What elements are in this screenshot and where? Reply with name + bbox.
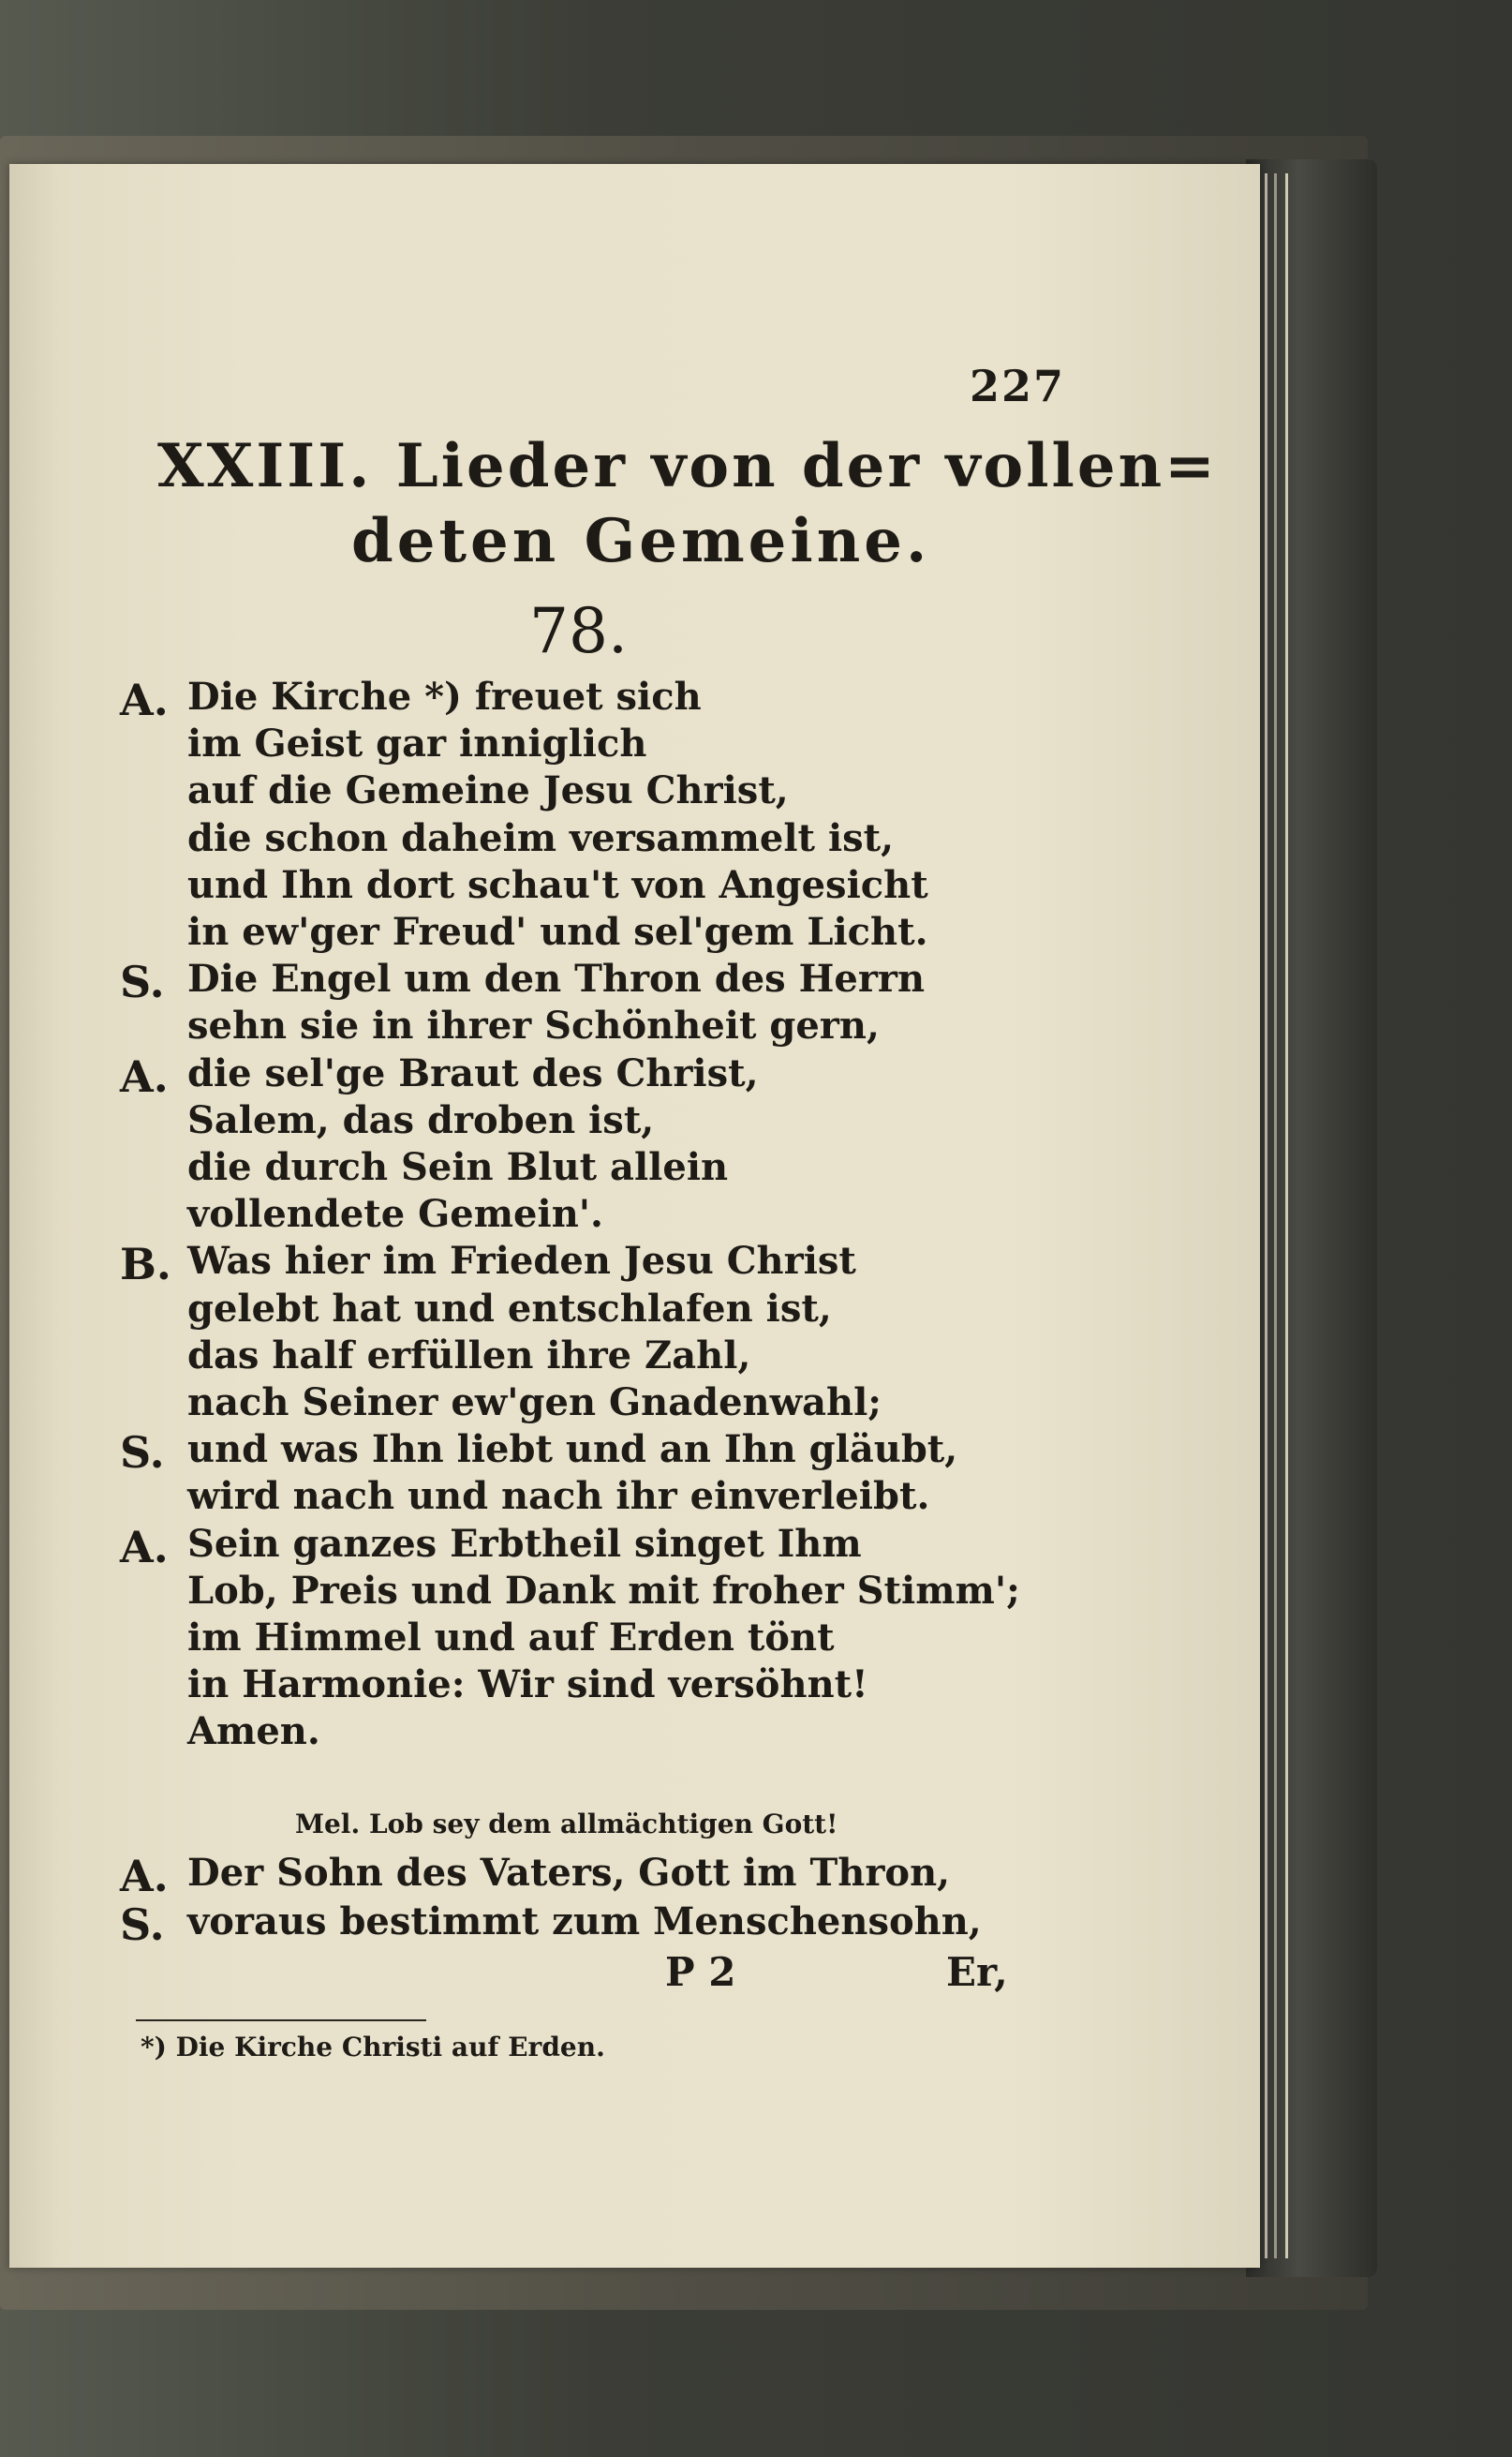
verse-line: gelebt hat und entschlafen ist,	[187, 1287, 832, 1331]
speaker-mark: S.	[120, 1427, 165, 1478]
verse-line: und was Ihn liebt und an Ihn gläubt,	[187, 1427, 958, 1471]
verse-line: Der Sohn des Vaters, Gott im Thron,	[187, 1851, 951, 1895]
melody-line: Mel. Lob sey dem allmächtigen Gott!	[295, 1809, 838, 1839]
verse-line: Was hier im Frieden Jesu Christ	[187, 1239, 856, 1283]
verse-line: Amen.	[187, 1709, 320, 1753]
verse-line: Die Kirche *) freuet sich	[187, 675, 702, 719]
page-number: 227	[970, 361, 1066, 411]
page-edge-2	[1265, 173, 1267, 2258]
verse-line: Sein ganzes Erbtheil singet Ihm	[187, 1522, 862, 1566]
speaker-mark: A.	[120, 1051, 169, 1102]
verse-line: Salem, das droben ist,	[187, 1098, 655, 1142]
verse-line: Die Engel um den Thron des Herrn	[187, 957, 926, 1001]
speaker-mark: B.	[120, 1239, 171, 1289]
verse-line: auf die Gemeine Jesu Christ,	[187, 768, 789, 812]
verse-line: die schon daheim versammelt ist,	[187, 816, 895, 860]
speaker-mark: A.	[120, 675, 169, 725]
verse-line: Lob, Preis und Dank mit froher Stimm';	[187, 1569, 1020, 1613]
catchword: Er,	[946, 1949, 1008, 1995]
chapter-title-line1: XXIII. Lieder von der vollen=	[157, 431, 1218, 501]
footnote: *) Die Kirche Christi auf Erden.	[141, 2032, 605, 2062]
verse-line: im Geist gar inniglich	[187, 722, 647, 766]
speaker-mark: S.	[120, 1899, 165, 1950]
page-edge-3	[1274, 173, 1277, 2258]
verse-line: wird nach und nach ihr einverleibt.	[187, 1474, 930, 1518]
verse-line: das half erfüllen ihre Zahl,	[187, 1333, 751, 1377]
verse-line: die sel'ge Braut des Christ,	[187, 1051, 759, 1095]
verse-line: sehn sie in ihrer Schönheit gern,	[187, 1004, 880, 1048]
show-through	[131, 351, 141, 389]
speaker-mark: A.	[120, 1851, 169, 1901]
chapter-title-line2: deten Gemeine.	[351, 506, 931, 576]
verse-line: nach Seiner ew'gen Gnadenwahl;	[187, 1380, 882, 1424]
verse-line: im Himmel und auf Erden tönt	[187, 1616, 835, 1660]
signature-mark: P 2	[665, 1949, 736, 1995]
page-edge-4	[1285, 173, 1288, 2258]
footnote-rule	[136, 2019, 426, 2021]
speaker-mark: A.	[120, 1522, 169, 1572]
verse-line: und Ihn dort schau't von Angesicht	[187, 863, 928, 907]
verse-line: voraus bestimmt zum Menschensohn,	[187, 1899, 982, 1943]
verse-line: vollendete Gemein'.	[187, 1192, 603, 1236]
hymn-number: 78.	[529, 595, 628, 667]
verse-line: in ew'ger Freud' und sel'gem Licht.	[187, 910, 928, 954]
verse-line: die durch Sein Blut allein	[187, 1145, 729, 1189]
verse-line: in Harmonie: Wir sind versöhnt!	[187, 1662, 868, 1706]
speaker-mark: S.	[120, 957, 165, 1007]
